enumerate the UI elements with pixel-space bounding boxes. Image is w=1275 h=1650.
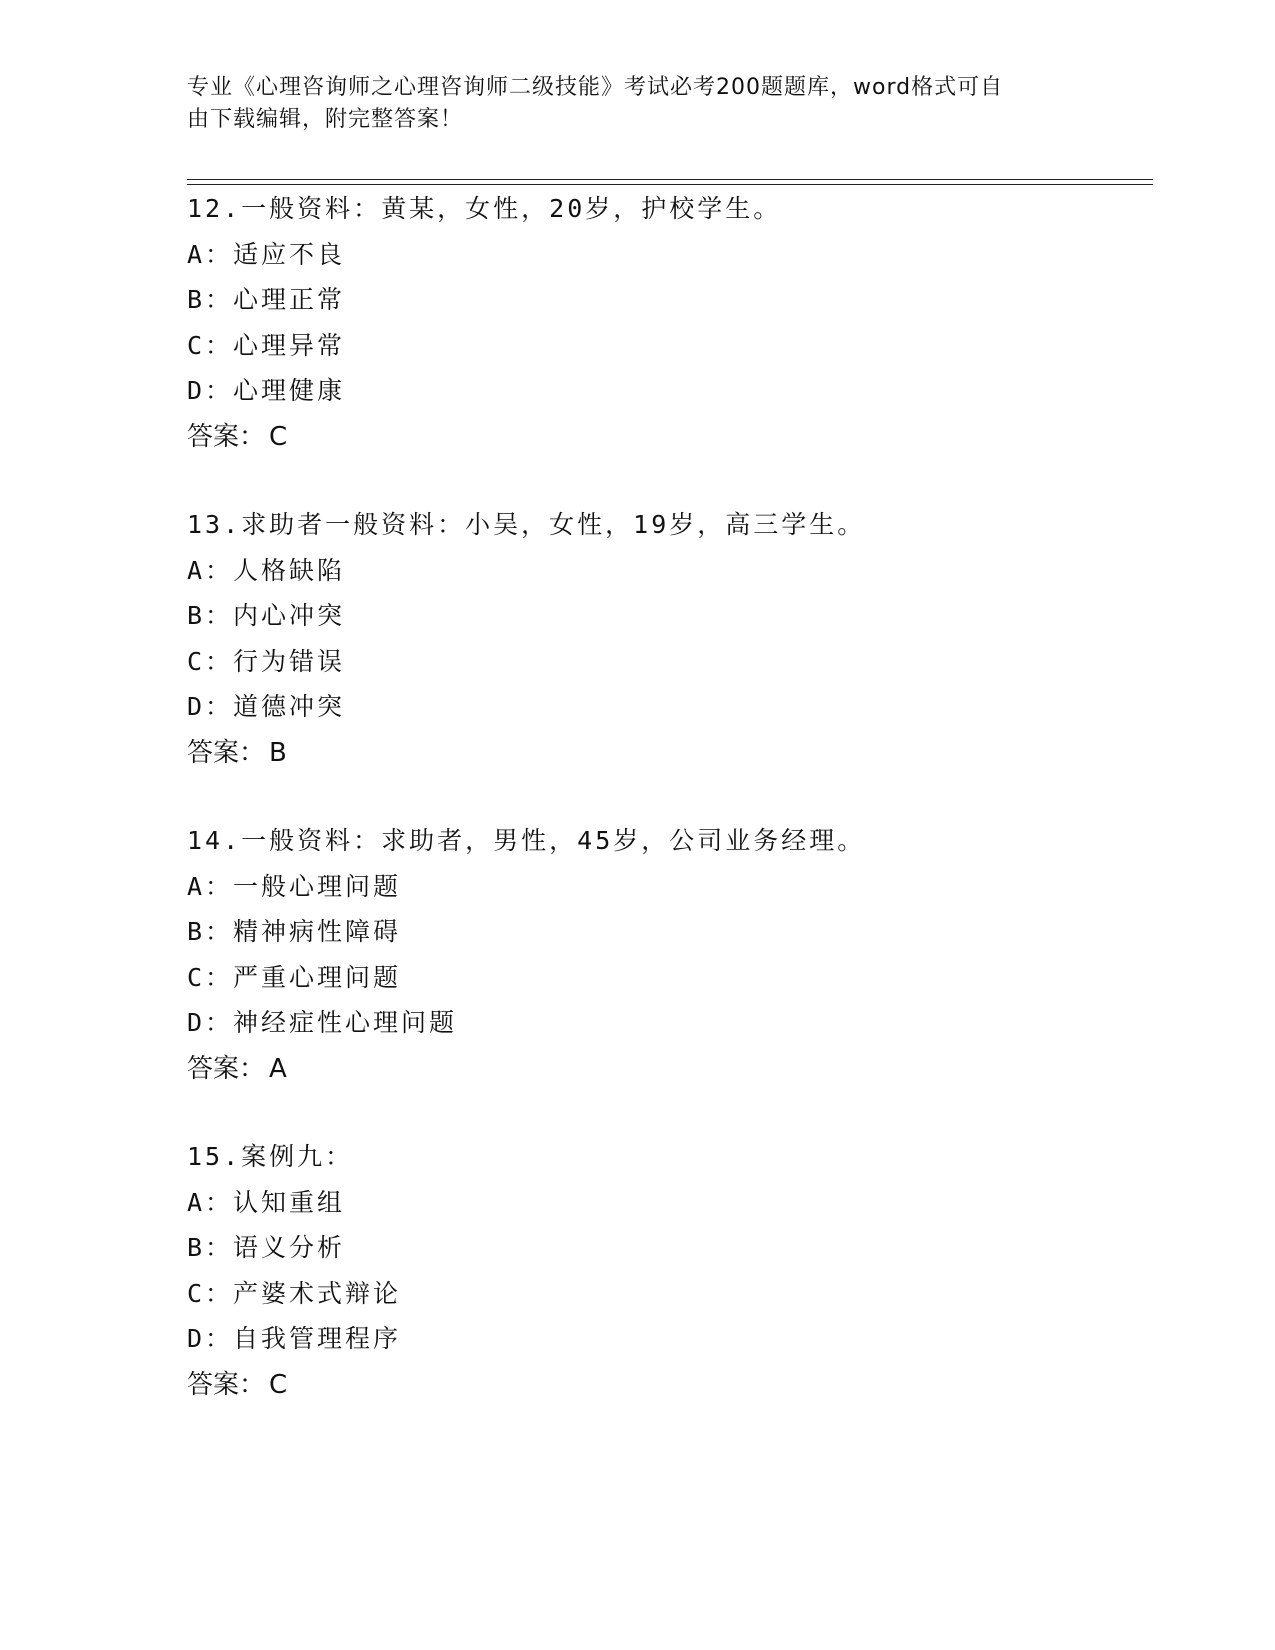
question-15: [187, 1134, 1147, 1408]
header-divider-bottom: [187, 184, 1153, 185]
answer-value: C: [269, 421, 288, 452]
option-c: C：严重心理问题: [187, 962, 402, 992]
option-a: A：认知重组: [187, 1187, 346, 1217]
answer-line: [187, 1362, 1147, 1408]
answer-label: 答案：: [187, 421, 266, 452]
option-b: B：语义分析: [187, 1233, 346, 1262]
header-line-2: 由下载编辑，附完整答案！: [187, 107, 464, 132]
answer-value: C: [269, 1369, 288, 1400]
question-14: [187, 818, 1147, 1092]
answer-label: 答案：: [187, 1369, 266, 1400]
option-a: A：适应不良: [187, 239, 346, 269]
question-13: [187, 502, 1147, 776]
option-c: C：行为错误: [187, 646, 346, 676]
option-d: D：心理健康: [187, 376, 346, 405]
header-line-1: 专业《心理咨询师之心理咨询师二级技能》考试必考200题题库，word格式可自: [187, 75, 1004, 100]
answer-line: [187, 414, 1147, 460]
option-b: B：内心冲突: [187, 601, 346, 630]
question-title: 13.求助者一般资料：小吴，女性，19岁，高三学生。: [187, 510, 866, 539]
header-divider-top: [187, 179, 1153, 180]
answer-value: B: [269, 737, 287, 768]
question-12: [187, 186, 1147, 460]
document-header: [187, 72, 1087, 136]
option-c: C：心理异常: [187, 330, 346, 360]
answer-line: [187, 1046, 1147, 1092]
option-d: D：神经症性心理问题: [187, 1008, 458, 1037]
question-title: 14.一般资料：求助者，男性，45岁，公司业务经理。: [187, 826, 866, 855]
answer-line: [187, 730, 1147, 776]
answer-value: A: [269, 1053, 287, 1084]
option-a: A：一般心理问题: [187, 871, 402, 901]
question-title: 15.案例九：: [187, 1142, 354, 1171]
question-title: 12.一般资料：黄某，女性，20岁，护校学生。: [187, 194, 782, 223]
option-b: B：心理正常: [187, 285, 346, 314]
option-a: A：人格缺陷: [187, 555, 346, 585]
answer-label: 答案：: [187, 737, 266, 768]
option-b: B：精神病性障碍: [187, 917, 402, 946]
option-c: C：产婆术式辩论: [187, 1278, 402, 1308]
answer-label: 答案：: [187, 1053, 266, 1084]
option-d: D：道德冲突: [187, 692, 346, 721]
option-d: D：自我管理程序: [187, 1324, 402, 1353]
